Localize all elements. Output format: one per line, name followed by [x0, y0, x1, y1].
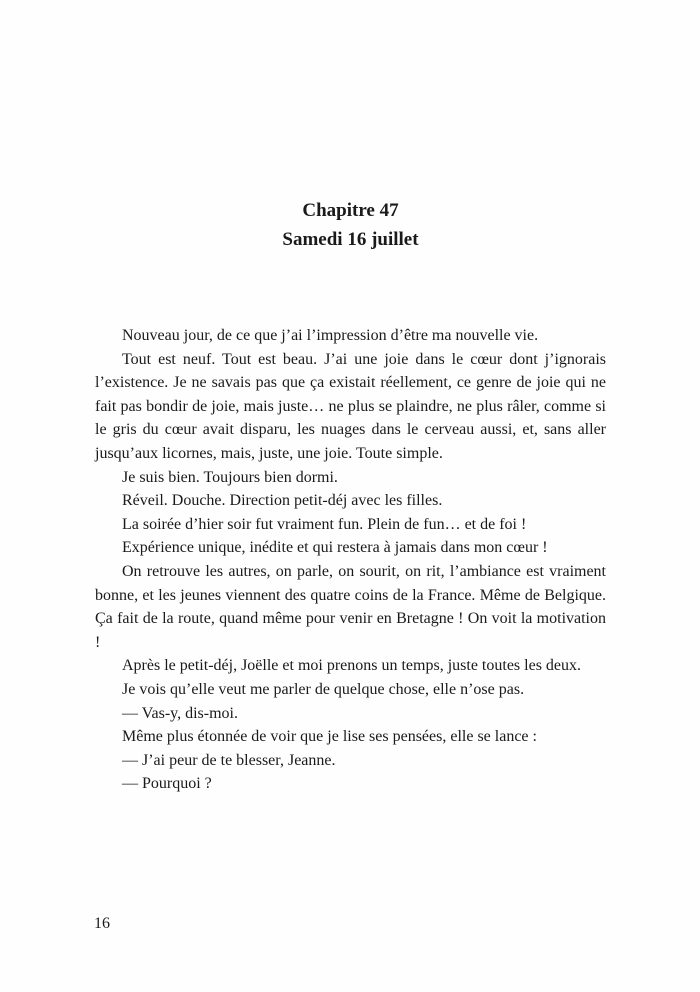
- chapter-heading: [95, 196, 606, 254]
- paragraph: — Vas-y, dis-moi.: [122, 704, 238, 722]
- paragraph: Réveil. Douche. Direction petit-déj avec les filles.: [122, 492, 443, 510]
- paragraph: Je vois qu’elle veut me parler de quelque chose, elle n’ose pas.: [122, 680, 525, 698]
- paragraph: Même plus étonnée de voir que je lise ses pensées, elle se lance :: [122, 728, 537, 746]
- paragraph: — J’ai peur de te blesser, Jeanne.: [122, 751, 336, 769]
- paragraph: La soirée d’hier soir fut vraiment fun. Plein de fun… et de foi !: [122, 515, 527, 533]
- paragraph: Nouveau jour, de ce que j’ai l’impression d’être ma nouvelle vie.: [122, 327, 539, 344]
- paragraph: Après le petit-déj, Joëlle et moi prenons un temps, juste toutes les deux.: [122, 657, 582, 675]
- paragraph: Expérience unique, inédite et qui restera à jamais dans mon cœur !: [122, 539, 548, 557]
- paragraph: — Pourquoi ?: [122, 775, 212, 793]
- body-text: [95, 324, 606, 796]
- page-number: 16: [94, 915, 110, 932]
- paragraph: On retrouve les autres, on parle, on sourit, on rit, l’ambiance est vraiment bonne, et les jeunes viennent des quatre coins de la France. Même de Belgique. Ça fait de la route, quand même pour venir en Bretagne ! On voit la motivation !: [95, 562, 606, 651]
- paragraph: Tout est neuf. Tout est beau. J’ai une joie dans le cœur dont j’ignorais l’existence. Je ne savais pas que ça existait réellement, ce genre de joie qui ne fait pas bondir de joie, mais juste… ne plus se plaindre, ne plus râler, comme si le gris du cœur avait disparu, les nuages dans le cerveau aussi, et, sans aller jusqu’aux licornes, mais, juste, une joie. Toute simple.: [95, 350, 606, 462]
- paragraph: Je suis bien. Toujours bien dormi.: [122, 468, 338, 486]
- chapter-subtitle: Samedi 16 juillet: [282, 229, 419, 250]
- chapter-title: Chapitre 47: [302, 200, 399, 221]
